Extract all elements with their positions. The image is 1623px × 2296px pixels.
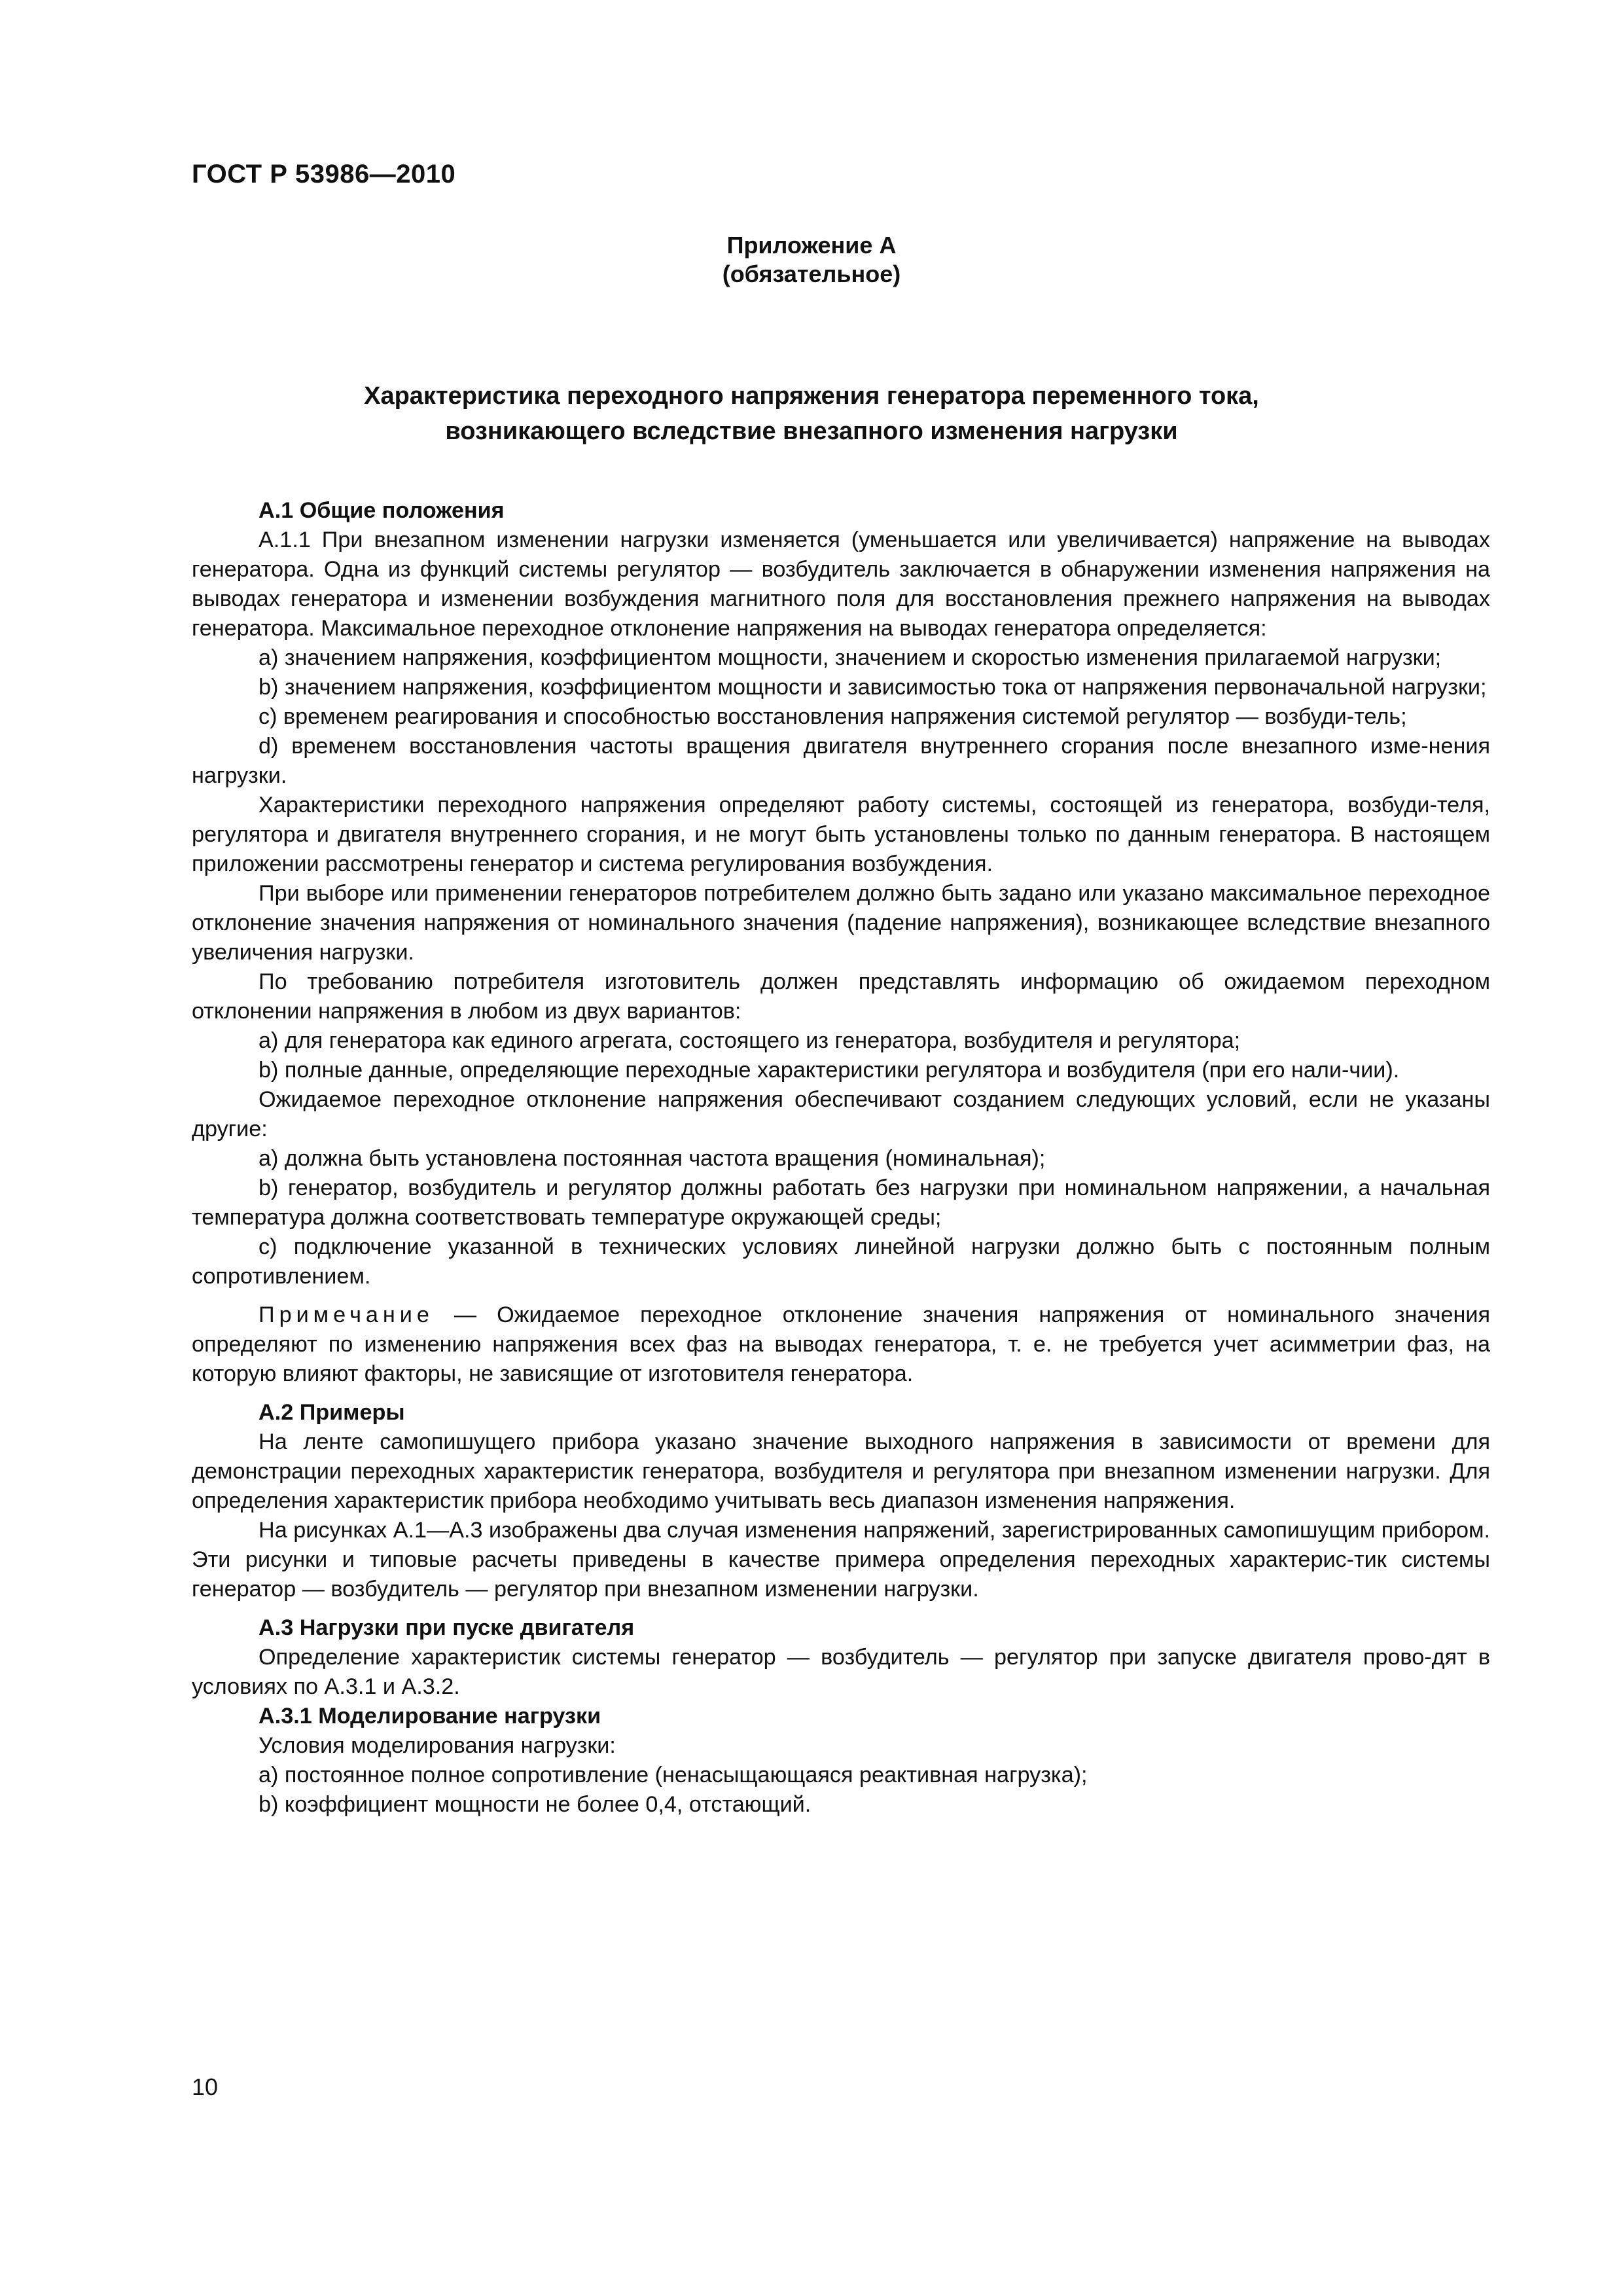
document-id: ГОСТ Р 53986—2010	[192, 160, 456, 188]
spacer	[192, 1389, 1490, 1398]
section-heading-a2: А.2 Примеры	[259, 1400, 405, 1425]
paragraph-a2-1: На ленте самопишущего прибора указано значение выходного напряжения в зависимости от времени для демонстрации переходных характеристик генератора, возбудителя и регулятора при внезапном изменении нагрузки. Для определения характеристик прибора необходимо учитывать весь диапазон изменения напряжения.	[192, 1429, 1490, 1513]
paragraph-characteristics: Характеристики переходного напряжения определяют работу системы, состоящей из генератора, возбуди-теля, регулятора и двигателя внутреннего сгорания, и не могут быть установлены только по данным генератора. В настоящем приложении рассмотрены генератор и система регулирования возбуждения.	[192, 793, 1490, 876]
list-item-c: c) временем реагирования и способностью восстановления напряжения системой регулятор — возбуди-тель;	[259, 704, 1407, 729]
paragraph-request: По требованию потребителя изготовитель должен представлять информацию об ожидаемом переходном отклонении напряжения в любом из двух вариантов:	[192, 969, 1490, 1024]
note-text: — Ожидаемое переходное отклонение значения напряжения от номинального значения определяют по изменению напряжения всех фаз на выводах генератора, т. е. не требуется учет асимметрии фаз, на которую влияют факторы, не зависящие от изготовителя генератора.	[192, 1302, 1491, 1386]
list-item-request-a: a) для генератора как единого агрегата, состоящего из генератора, возбудителя и регулятора;	[259, 1028, 1241, 1053]
list-item-a: a) значением напряжения, коэффициентом мощности, значением и скоростью изменения прилагаемой нагрузки;	[259, 645, 1442, 670]
appendix-heading-line1: Характеристика переходного напряжения генератора переменного тока,	[364, 382, 1259, 410]
paragraph-a3-1-intro: Условия моделирования нагрузки:	[259, 1733, 616, 1758]
note-paragraph	[192, 1300, 1490, 1389]
subsection-heading-a3-1: А.3.1 Моделирование нагрузки	[259, 1704, 601, 1729]
paragraph-a3-1: Определение характеристик системы генератор — возбудитель — регулятор при запуске двигателя прово-дят в условиях по А.3.1 и А.3.2.	[192, 1645, 1490, 1699]
list-item-model-a: a) постоянное полное сопротивление (ненасыщающаяся реактивная нагрузка);	[259, 1763, 1088, 1787]
appendix-title: Приложение А	[726, 232, 897, 259]
list-item-request-b: b) полные данные, определяющие переходные характеристики регулятора и возбудителя (при его нали-чии).	[259, 1058, 1400, 1083]
paragraph-a2-2: На рисунках А.1—А.3 изображены два случая изменения напряжений, зарегистрированных самопишущим прибором. Эти рисунки и типовые расчеты приведены в качестве примера определения переходных характерис-тик системы генератор — возбудитель — регулятор при внезапном изменении нагрузки.	[192, 1518, 1490, 1602]
paragraph-selection: При выборе или применении генераторов потребителем должно быть задано или указано максимальное переходное отклонение значения напряжения от номинального значения (падение напряжения), возникающее вследствие внезапного увеличения нагрузки.	[192, 881, 1490, 965]
paragraph-a1-1: А.1.1 При внезапном изменении нагрузки изменяется (уменьшается или увеличивается) напряжение на выводах генератора. Одна из функций системы регулятор — возбудитель заключается в обнаружении изменения напряжения на выводах генератора и изменении возбуждения магнитного поля для восстановления прежнего напряжения на выводах генератора. Максимальное переходное отклонение напряжения на выводах генератора определяется:	[192, 528, 1490, 641]
page-number: 10	[192, 2073, 219, 2100]
list-item-b: b) значением напряжения, коэффициентом мощности и зависимостью тока от напряжения первоначальной нагрузки;	[259, 675, 1487, 700]
list-item-d: d) временем восстановления частоты вращения двигателя внутреннего сгорания после внезапного изме-нения нагрузки.	[192, 734, 1490, 788]
section-heading-a1: А.1 Общие положения	[259, 498, 505, 523]
note-label: Примечание	[259, 1302, 434, 1327]
list-item-condition-c: c) подключение указанной в технических условиях линейной нагрузки должно быть с постоянным полным сопротивлением.	[192, 1234, 1490, 1289]
list-item-condition-b: b) генератор, возбудитель и регулятор должны работать без нагрузки при номинальном напряжении, а начальная температура должна соответствовать температуре окружающей среды;	[192, 1175, 1490, 1230]
spacer	[192, 1291, 1490, 1300]
appendix-heading-line2: возникающего вследствие внезапного изменения нагрузки	[445, 418, 1178, 445]
section-heading-a3: А.3 Нагрузки при пуске двигателя	[259, 1615, 635, 1640]
appendix-status: (обязательное)	[722, 260, 901, 287]
list-item-model-b: b) коэффициент мощности не более 0,4, отстающий.	[259, 1792, 812, 1817]
spacer	[192, 1604, 1490, 1613]
paragraph-conditions: Ожидаемое переходное отклонение напряжения обеспечивают созданием следующих условий, если не указаны другие:	[192, 1087, 1490, 1141]
document-body	[192, 496, 1490, 1820]
list-item-condition-a: a) должна быть установлена постоянная частота вращения (номинальная);	[259, 1146, 1046, 1171]
